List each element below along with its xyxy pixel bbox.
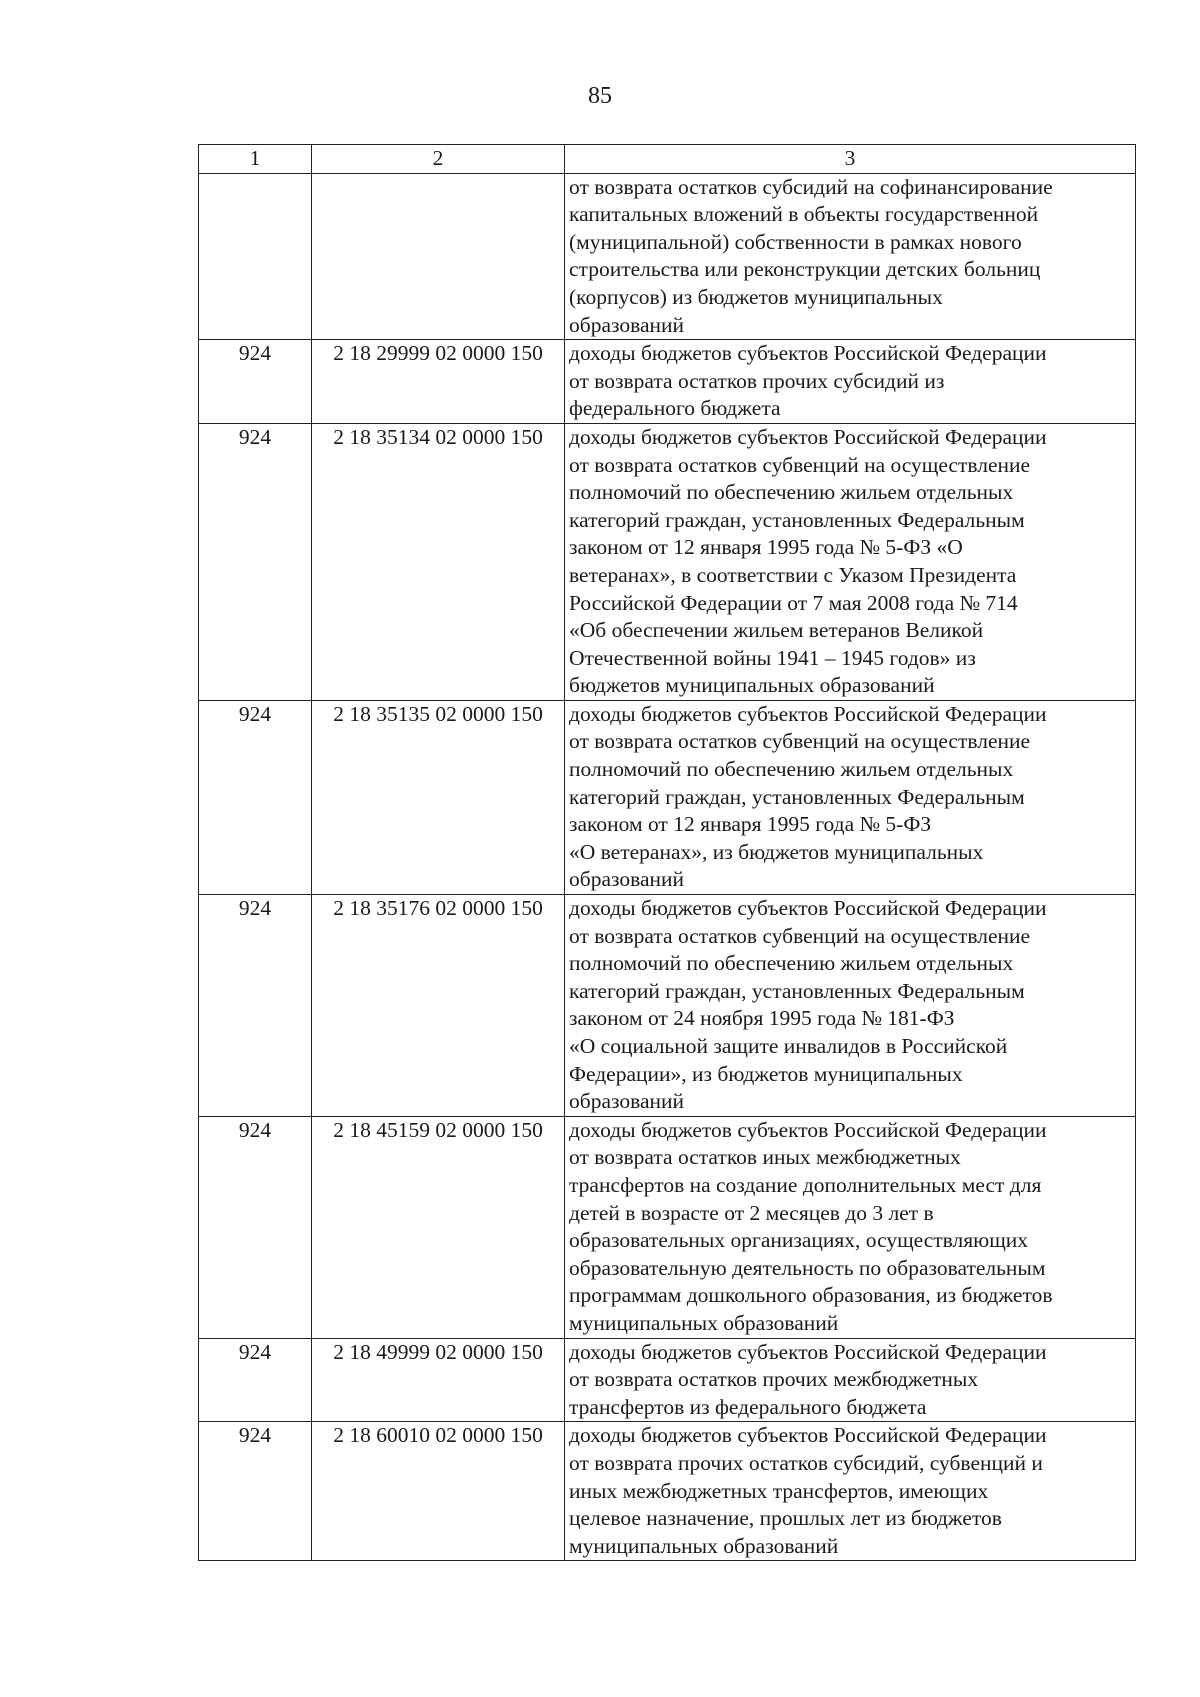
income-name-line: трансфертов из федерального бюджета: [569, 1394, 927, 1419]
income-name-cell: [565, 1422, 1136, 1561]
income-name-line: законом от 12 января 1995 года № 5-ФЗ: [569, 812, 932, 837]
income-name-line: доходы бюджетов субъектов Российской Федерации: [569, 1423, 1047, 1448]
income-name-cell: [565, 700, 1136, 894]
table-row: [199, 1116, 1136, 1338]
page-number: 85: [588, 83, 612, 109]
admin-code-cell: 924: [199, 895, 312, 1117]
income-name-line: от возврата остатков прочих межбюджетных: [569, 1367, 979, 1392]
income-name-line: доходы бюджетов субъектов Российской Федерации: [569, 1117, 1047, 1142]
income-name-cell: [565, 1338, 1136, 1422]
income-name-cell: [565, 895, 1136, 1117]
income-name-line: доходы бюджетов субъектов Российской Федерации: [569, 1339, 1047, 1364]
income-name-line: от возврата остатков субсидий на софинансирование: [569, 174, 1053, 199]
budget-code-cell: [312, 173, 565, 340]
income-name-line: капитальных вложений в объекты государственной: [569, 202, 1039, 227]
income-name-cell: [565, 1116, 1136, 1338]
income-name-line: программам дошкольного образования, из бюджетов: [569, 1283, 1053, 1308]
income-name-line: от возврата остатков субвенций на осуществление: [569, 923, 1031, 948]
income-name-line: от возврата остатков прочих субсидий из: [569, 368, 945, 393]
income-name-cell: [565, 173, 1136, 340]
admin-code-cell: 924: [199, 423, 312, 700]
income-name-line: образований: [569, 867, 685, 892]
income-name-line: «О ветеранах», из бюджетов муниципальных: [569, 839, 984, 864]
income-name-line: строительства или реконструкции детских больниц: [569, 257, 1041, 282]
column-header-2: 2: [312, 145, 565, 174]
budget-code-cell: 2 18 35134 02 0000 150: [312, 423, 565, 700]
income-name-line: образовательных организациях, осуществляющих: [569, 1228, 1029, 1253]
table-row: [199, 700, 1136, 894]
table-row: [199, 423, 1136, 700]
income-name-line: категорий граждан, установленных Федеральным: [569, 507, 1025, 532]
income-name-line: муниципальных образований: [569, 1533, 839, 1558]
income-name-line: (муниципальной) собственности в рамках нового: [569, 229, 1022, 254]
income-name-line: доходы бюджетов субъектов Российской Федерации: [569, 896, 1047, 921]
budget-classification-table: [198, 144, 1136, 1561]
income-name-line: (корпусов) из бюджетов муниципальных: [569, 284, 943, 309]
income-name-line: целевое назначение, прошлых лет из бюджетов: [569, 1506, 1002, 1531]
budget-code-cell: 2 18 35176 02 0000 150: [312, 895, 565, 1117]
income-name-line: образований: [569, 1089, 685, 1114]
income-name-line: категорий граждан, установленных Федеральным: [569, 978, 1025, 1003]
income-name-line: полномочий по обеспечению жильем отдельных: [569, 757, 1014, 782]
admin-code-cell: [199, 173, 312, 340]
income-name-line: бюджетов муниципальных образований: [569, 673, 935, 698]
table-row: [199, 1422, 1136, 1561]
income-name-line: от возврата остатков субвенций на осуществление: [569, 729, 1031, 754]
income-name-line: от возврата остатков субвенций на осуществление: [569, 452, 1031, 477]
income-name-line: Российской Федерации от 7 мая 2008 года № 714: [569, 590, 1018, 615]
income-name-line: «О социальной защите инвалидов в Российской: [569, 1034, 1008, 1058]
income-name-line: полномочий по обеспечению жильем отдельных: [569, 480, 1014, 505]
budget-code-cell: 2 18 29999 02 0000 150: [312, 340, 565, 424]
income-name-line: иных межбюджетных трансфертов, имеющих: [569, 1478, 989, 1503]
income-name-line: ветеранах», в соответствии с Указом Президента: [569, 562, 1017, 587]
budget-code-cell: 2 18 45159 02 0000 150: [312, 1116, 565, 1338]
income-name-cell: [565, 340, 1136, 424]
admin-code-cell: 924: [199, 340, 312, 424]
column-header-3: 3: [565, 145, 1136, 174]
admin-code-cell: 924: [199, 700, 312, 894]
income-name-line: детей в возрасте от 2 месяцев до 3 лет в: [569, 1200, 934, 1225]
budget-code-cell: 2 18 49999 02 0000 150: [312, 1338, 565, 1422]
income-name-cell: [565, 423, 1136, 700]
income-name-line: полномочий по обеспечению жильем отдельных: [569, 951, 1014, 976]
admin-code-cell: 924: [199, 1338, 312, 1422]
income-name-line: Федерации», из бюджетов муниципальных: [569, 1061, 963, 1086]
table-row: [199, 895, 1136, 1117]
table-row: [199, 340, 1136, 424]
income-name-line: образовательную деятельность по образовательным: [569, 1255, 1046, 1280]
income-name-line: муниципальных образований: [569, 1310, 839, 1335]
income-name-line: образований: [569, 312, 685, 337]
budget-code-cell: 2 18 35135 02 0000 150: [312, 700, 565, 894]
income-name-line: от возврата прочих остатков субсидий, субвенций и: [569, 1450, 1043, 1475]
admin-code-cell: 924: [199, 1116, 312, 1338]
income-name-line: «Об обеспечении жильем ветеранов Великой: [569, 618, 984, 643]
income-name-line: категорий граждан, установленных Федеральным: [569, 784, 1025, 809]
income-name-line: федерального бюджета: [569, 396, 781, 421]
income-name-line: от возврата остатков иных межбюджетных: [569, 1145, 961, 1170]
income-name-line: доходы бюджетов субъектов Российской Федерации: [569, 424, 1047, 449]
budget-code-cell: 2 18 60010 02 0000 150: [312, 1422, 565, 1561]
table-row: [199, 173, 1136, 340]
income-name-line: доходы бюджетов субъектов Российской Федерации: [569, 341, 1047, 366]
table-row: [199, 1338, 1136, 1422]
income-name-line: трансфертов на создание дополнительных мест для: [569, 1172, 1042, 1197]
income-name-line: законом от 24 ноября 1995 года № 181-ФЗ: [569, 1006, 955, 1031]
income-name-line: Отечественной войны 1941 – 1945 годов» из: [569, 645, 976, 670]
table-header-row: [199, 145, 1136, 174]
table-body: [199, 145, 1136, 1561]
income-name-line: доходы бюджетов субъектов Российской Федерации: [569, 701, 1047, 726]
admin-code-cell: 924: [199, 1422, 312, 1561]
income-name-line: законом от 12 января 1995 года № 5-ФЗ «О: [569, 535, 963, 560]
column-header-1: 1: [199, 145, 312, 174]
